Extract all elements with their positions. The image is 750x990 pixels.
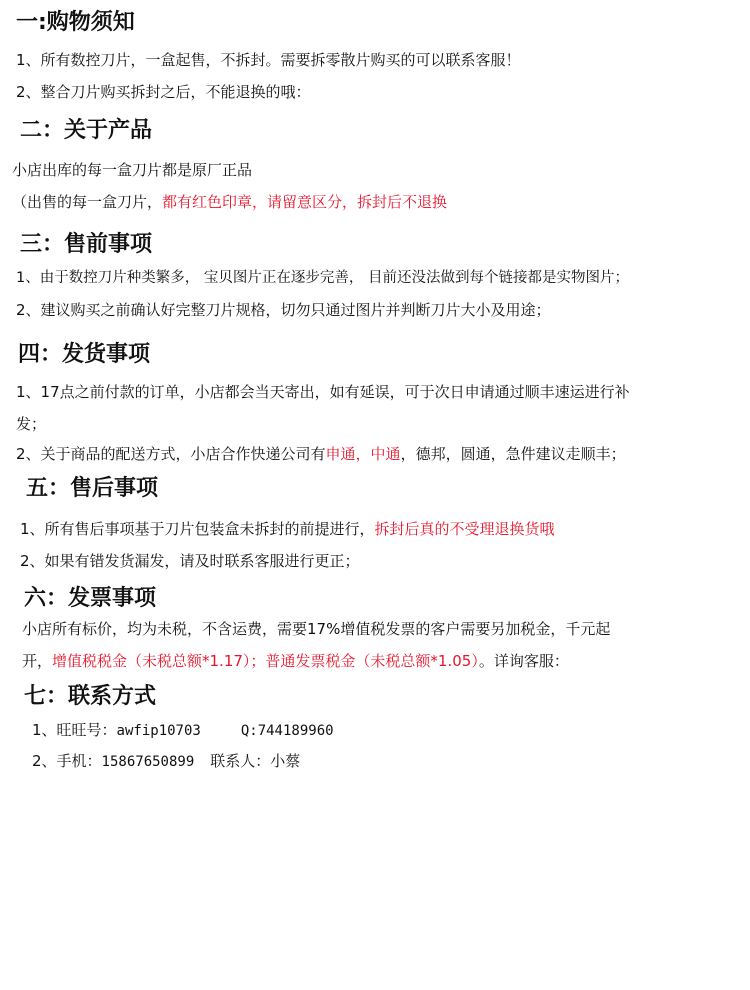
- wangwang-label: 1、旺旺号：: [32, 721, 117, 739]
- section-4-line-2-text: 2、关于商品的配送方式，小店合作快递公司有: [16, 445, 326, 463]
- section-5-line-2: 2、如果有错发货漏发，请及时联系客服进行更正；: [20, 552, 360, 570]
- section-5-line-1-text: 1、所有售后事项基于刀片包装盒未拆封的前提进行，: [20, 520, 375, 538]
- section-1-title: 一:购物须知: [16, 10, 135, 35]
- section-5-highlight: 拆封后真的不受理退换货哦: [374, 520, 555, 538]
- section-7-title: 七：联系方式: [24, 684, 157, 709]
- section-2-line-1: 小店出库的每一盒刀片都是原厂正品: [12, 161, 253, 179]
- section-4-highlight: 申通，中通: [325, 445, 401, 463]
- section-6-highlight: 增值税税金（未税总额*1.17）；普通发票税金（未税总额*1.05）: [52, 652, 479, 670]
- section-4-title: 四：发货事项: [18, 342, 151, 367]
- contact-line-1: [32, 720, 334, 741]
- section-2-line-2-text: （出售的每一盒刀片，: [12, 193, 163, 211]
- section-4-line-1-cont: 发；: [16, 415, 47, 433]
- section-6-line-2: [22, 651, 569, 671]
- section-5-line-1: [20, 519, 555, 539]
- section-4-line-2: [16, 444, 626, 464]
- section-4-line-1: 1、17点之前付款的订单，小店都会当天寄出，如有延误，可于次日申请通过顺丰速运进行补: [16, 383, 630, 401]
- contact-line-2: [32, 751, 300, 772]
- phone-number: 15867650899: [101, 754, 195, 770]
- section-6-line-2-text: 开，: [22, 652, 53, 670]
- section-3-title: 三：售前事项: [20, 232, 153, 257]
- section-2-line-2: [12, 192, 447, 212]
- section-3-line-2: 2、建议购买之前确认好完整刀片规格，切勿只通过图片并判断刀片大小及用途；: [16, 301, 551, 319]
- section-2-highlight: 都有红色印章，请留意区分，拆封后不退换: [162, 193, 448, 211]
- section-6-line-1: 小店所有标价，均为未税，不含运费，需要17%增值税发票的客户需要另加税金，千元起: [22, 620, 611, 638]
- section-2-title: 二：关于产品: [20, 118, 153, 143]
- section-1-line-1: 1、所有数控刀片，一盒起售，不拆封。需要拆零散片购买的可以联系客服！: [16, 51, 521, 69]
- section-5-title: 五：售后事项: [26, 476, 159, 501]
- section-1-line-2: 2、整合刀片购买拆封之后，不能退换的哦：: [16, 83, 311, 101]
- qq-number: Q:744189960: [240, 723, 334, 739]
- section-4-line-2-tail: ，德邦，圆通，急件建议走顺丰；: [400, 445, 626, 463]
- section-6-title: 六：发票事项: [24, 586, 157, 611]
- phone-label: 2、手机：: [32, 752, 102, 770]
- contact-person: 联系人：小蔡: [210, 752, 301, 770]
- section-3-line-1: 1、由于数控刀片种类繁多， 宝贝图片正在逐步完善， 目前还没法做到每个链接都是实物图片；: [16, 270, 629, 286]
- wangwang-id: awfip10703: [116, 723, 201, 739]
- section-6-line-2-tail: 。详询客服：: [478, 652, 569, 670]
